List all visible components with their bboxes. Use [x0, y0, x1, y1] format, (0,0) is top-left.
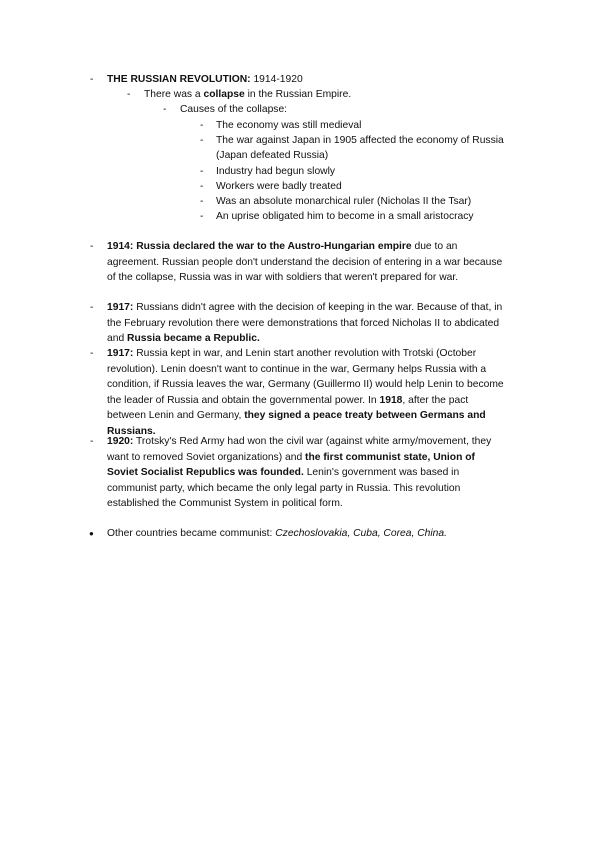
event-1914-text: due to an agreement. Russian people don't understand the decision of entering in a war because of the collapse, Russia was in war with soldiers that weren't prepared for war. — [107, 241, 503, 284]
collapse-line — [144, 87, 351, 103]
cause-item: The economy was still medieval — [216, 120, 362, 131]
list-dash: - — [90, 74, 94, 85]
event-1917b-bold-year: 1918 — [379, 394, 403, 406]
list-dash: - — [127, 89, 131, 100]
event-1917-republic — [107, 300, 507, 347]
list-dash: - — [90, 348, 94, 359]
cause-item: The war against Japan in 1905 affected the economy of Russia — [216, 135, 504, 146]
collapse-post: in the Russian Empire. — [244, 89, 352, 100]
causes-label: Causes of the collapse: — [180, 104, 288, 115]
event-1917-october — [107, 346, 507, 440]
heading-line — [107, 72, 303, 88]
cause-item: Was an absolute monarchical ruler (Nicholas II the Tsar) — [216, 196, 472, 207]
event-1920-year: 1920: — [107, 436, 134, 447]
list-dash: - — [200, 181, 204, 192]
event-1917b-text: Russia kept in war, and Lenin start another revolution with Trotski (October revolution). Lenin doesn't want to continue in the war, Germany helps Russia with a condition, if Russia leaves the war, Germany (Guillermo II) would help Lenin to become the leader of Russia and obtain the governmental power. In — [107, 348, 504, 406]
cause-item-continuation: (Japan defeated Russia) — [216, 150, 329, 161]
event-1917b-bold-treaty: they signed a peace treaty between Germans and Russians. — [107, 410, 486, 437]
event-1920-text: Trotsky's Red Army had won the civil war (against white army/movement, they want to removed Soviet organizations) and — [107, 436, 492, 463]
cause-item: Industry had begun slowly — [216, 166, 336, 177]
heading-title: THE RUSSIAN REVOLUTION: — [107, 74, 251, 85]
event-1917a-bold: Russia became a Republic. — [127, 333, 260, 345]
event-1920 — [107, 434, 507, 512]
event-1920-text2: Lenin's government was based in communist party, which became the only legal party in Russia. This revolution established the Communist System in political form. — [107, 467, 461, 510]
collapse-bold: collapse — [203, 89, 245, 100]
collapse-pre: There was a — [144, 89, 204, 100]
list-dash: - — [163, 104, 167, 115]
list-dash: - — [90, 241, 94, 252]
event-1917a-year: 1917: — [107, 302, 134, 313]
cause-item: Workers were badly treated — [216, 181, 342, 192]
list-dash: - — [200, 196, 204, 207]
event-1917b-text2: , after the pact between Lenin and Germany, — [107, 394, 469, 422]
event-1917a-text: Russians didn't agree with the decision of keeping in the war. Because of that, in the February revolution there were demonstrations that forced Nicholas II to abdicated and — [107, 302, 503, 345]
event-1917b-year: 1917: — [107, 348, 134, 359]
other-countries-line — [107, 526, 447, 542]
list-dash: - — [200, 211, 204, 222]
list-dash: - — [90, 302, 94, 313]
bullet-dot: ● — [89, 529, 94, 538]
heading-years: 1914-1920 — [250, 74, 303, 85]
event-1914-bold: 1914: Russia declared the war to the Austro-Hungarian empire — [107, 241, 412, 252]
list-dash: - — [200, 120, 204, 131]
other-countries-text: Other countries became communist: — [107, 528, 276, 539]
list-dash: - — [200, 166, 204, 177]
event-1914 — [107, 239, 507, 286]
event-1920-bold: the first communist state, Union of Soviet Socialist Republics was founded. — [107, 451, 475, 479]
list-dash: - — [90, 436, 94, 447]
other-countries-list: Czechoslovakia, Cuba, Corea, China. — [275, 528, 447, 539]
list-dash: - — [200, 135, 204, 146]
cause-item: An uprise obligated him to become in a small aristocracy — [216, 211, 474, 222]
